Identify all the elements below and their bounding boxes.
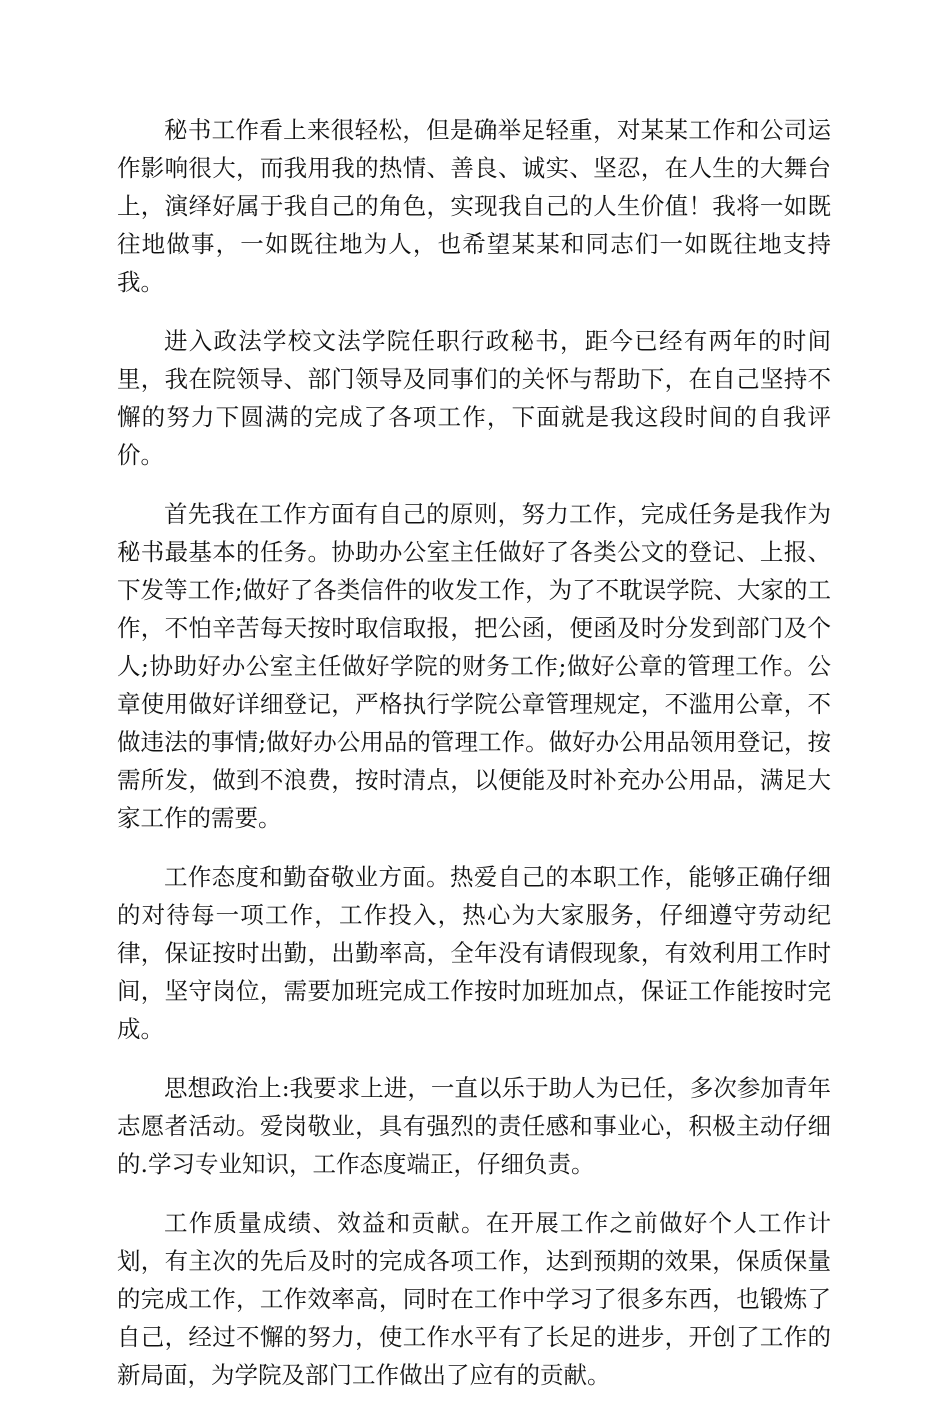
paragraph-1: 秘书工作看上来很轻松，但是确举足轻重，对某某工作和公司运作影响很大，而我用我的热情、善良、诚实、坚忍，在人生的大舞台上，演绎好属于我自己的角色，实现我自己的人生价值！我将一如既往地做事，一如既往地为人，也希望某某和同志们一如既往地支持我。	[117, 116, 831, 296]
paragraph-2: 进入政法学校文法学院任职行政秘书，距今已经有两年的时间里，我在院领导、部门领导及同事们的关怀与帮助下，在自己坚持不懈的努力下圆满的完成了各项工作，下面就是我这段时间的自我评价。	[117, 327, 831, 469]
paragraph-4: 工作态度和勤奋敬业方面。热爱自己的本职工作，能够正确仔细的对待每一项工作，工作投入，热心为大家服务，仔细遵守劳动纪律，保证按时出勤，出勤率高，全年没有请假现象，有效利用工作时间，坚守岗位，需要加班完成工作按时加班加点，保证工作能按时完成。	[117, 863, 831, 1043]
paragraph-3: 首先我在工作方面有自己的原则，努力工作，完成任务是我作为秘书最基本的任务。协助办公室主任做好了各类公文的登记、上报、下发等工作;做好了各类信件的收发工作，为了不耽误学院、大家的工作，不怕辛苦每天按时取信取报，把公函，便函及时分发到部门及个人;协助好办公室主任做好学院的财务工作;做好公章的管理工作。公章使用做好详细登记，严格执行学院公章管理规定，不滥用公章，不做违法的事情;做好办公用品的管理工作。做好办公用品领用登记，按需所发，做到不浪费，按时清点，以便能及时补充办公用品，满足大家工作的需要。	[117, 500, 831, 832]
paragraph-6: 工作质量成绩、效益和贡献。在开展工作之前做好个人工作计划，有主次的先后及时的完成各项工作，达到预期的效果，保质保量的完成工作，工作效率高，同时在工作中学习了很多东西，也锻炼了自己，经过不懈的努力，使工作水平有了长足的进步，开创了工作的新局面，为学院及部门工作做出了应有的贡献。	[117, 1209, 831, 1389]
paragraph-5: 思想政治上:我要求上进，一直以乐于助人为已任，多次参加青年志愿者活动。爱岗敬业，具有强烈的责任感和事业心，积极主动仔细的.学习专业知识，工作态度端正，仔细负责。	[117, 1074, 831, 1178]
document-body	[117, 111, 831, 1415]
